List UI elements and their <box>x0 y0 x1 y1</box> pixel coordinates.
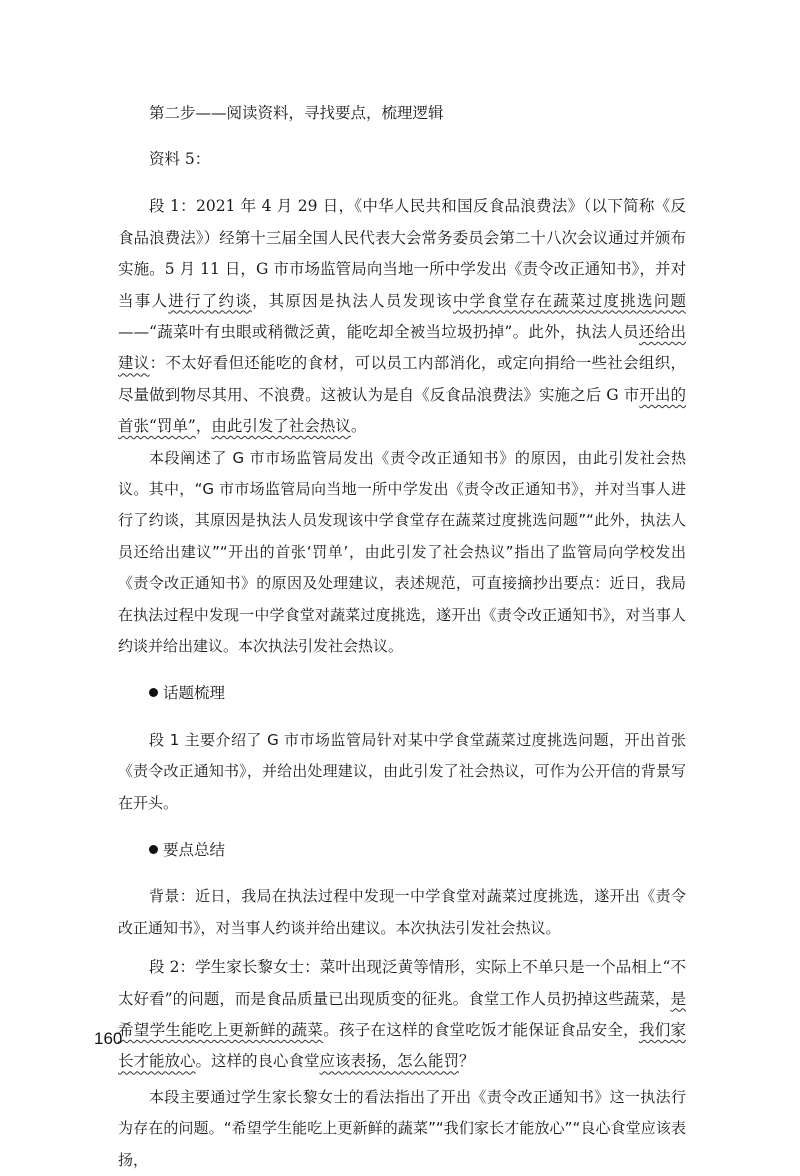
topic-heading: 话题梳理 <box>163 683 226 702</box>
page-number: 160 <box>94 1029 123 1048</box>
summary-heading-row <box>149 835 686 866</box>
page-content <box>118 82 686 1176</box>
analysis-2: 本段主要通过学生家长黎女士的看法指出了开出《责令改正通知书》这一执法行为存在的问题。“希望学生能吃上更新鲜的蔬菜”“我们家长才能放心”“良心食堂应该表扬， <box>118 1087 686 1169</box>
summary-text: 背景：近日，我局在执法过程中发现一中学食堂对蔬菜过度挑选，遂开出《责令改正通知书》，对当事人约谈并给出建议。本次执法引发社会热议。 <box>118 887 686 937</box>
para1-text-d: ：不太好看但还能吃的食材，可以员工内部消化，或定向捐给一些社会组织，尽量做到物尽其用、不浪费。这被认为是自《反食品浪费法》实施之后 G 市 <box>118 354 686 404</box>
step-heading: 第二步——阅读资料，寻找要点，梳理逻辑 <box>149 103 444 122</box>
para1-underline-5: 由此引发了社会热议 <box>211 417 351 436</box>
material-label: 资料 5： <box>149 150 211 169</box>
para1-underline-3: 还给出建议 <box>118 322 686 373</box>
topic-heading-row <box>149 678 686 709</box>
para1-text-b: ，其原因是执法人员发现该 <box>251 291 453 310</box>
bullet-dot-icon <box>149 845 158 854</box>
paragraph-2 <box>118 952 686 1078</box>
para1-text-f: 。 <box>350 417 367 436</box>
para2-text-c: 。这样的良心食堂 <box>195 1052 320 1071</box>
analysis-1: 本段阐述了 G 市市场监管局发出《责令改正通知书》的原因，由此引发社会热议。其中，“G 市市场监管局向当地一所中学发出《责令改正通知书》，并对当事人进行了约谈，其原因是执法人员发现该中学食堂存在蔬菜过度挑选问题”“此外，执法人员还给出建议”“开出的首张‘罚单’，由此引发了社会热议”指出了监管局向学校发出《责令改正通知书》的原因及处理建议，表述规范，可直接摘抄出要点：近日，我局在执法过程中发现一中学食堂对蔬菜过度挑选，遂开出《责令改正通知书》，对当事人约谈并给出建议。本次执法引发社会热议。 <box>118 448 686 655</box>
para1-text-a: 段 1：2021 年 4 月 29 日，《中华人民共和国反食品浪费法》（以下简称《反食品浪费法》）经第十三届全国人民代表大会常务委员会第二十八次会议通过并颁布实施。5 月 11 日，G 市市场监管局向当地一所中学发出《责令改正通知书》，并对当事人 <box>118 197 686 310</box>
para2-underline-1: 是希望学生能吃上更新鲜的蔬菜 <box>118 989 686 1040</box>
paragraph-1 <box>118 191 686 442</box>
para1-text-c: ——“蔬菜叶有虫眼或稍微泛黄，能吃却全被当垃圾扔掉”。此外，执法人员 <box>118 322 639 341</box>
para2-underline-2: 我们家长才能放心 <box>118 1021 686 1071</box>
para2-underline-3: 应该表扬，怎么能罚 <box>319 1052 460 1071</box>
para1-underline-4: 开出的首张“罚单” <box>118 385 686 436</box>
para1-text-e: ， <box>195 417 212 436</box>
para1-underline-2: 中学食堂存在蔬菜过度挑选问题 <box>452 291 686 310</box>
para2-text-d: ？ <box>459 1052 475 1071</box>
summary-heading: 要点总结 <box>163 840 226 859</box>
topic-text: 段 1 主要介绍了 G 市市场监管局针对某中学食堂蔬菜过度挑选问题，开出首张《责令改正通知书》，并给出处理建议，由此引发了社会热议，可作为公开信的背景写在开头。 <box>118 730 686 812</box>
para2-text-b: 。孩子在这样的食堂吃饭才能保证食品安全， <box>323 1021 639 1040</box>
para1-underline-1: 进行了约谈 <box>168 291 252 310</box>
bullet-dot-icon <box>149 688 158 697</box>
para2-text-a: 段 2：学生家长黎女士：菜叶出现泛黄等情形，实际上不单只是一个品相上“不太好看”的问题，而是食品质量已出现质变的征兆。食堂工作人员扔掉这些蔬菜， <box>118 958 686 1008</box>
